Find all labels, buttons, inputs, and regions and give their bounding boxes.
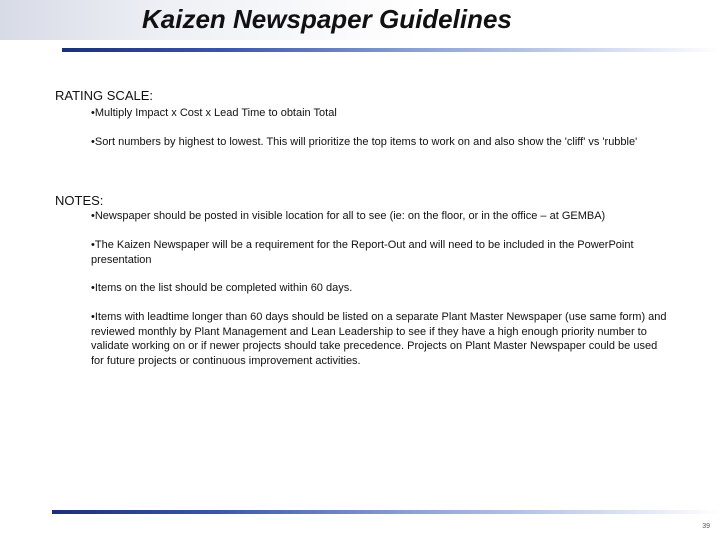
bottom-divider: [52, 510, 720, 514]
top-divider: [62, 48, 720, 52]
notes-bullet-completion: •Items on the list should be completed within 60 days.: [91, 282, 353, 294]
notes-bullet-report-out: •The Kaizen Newspaper will be a requirement for the Report-Out and will need to be included in the PowerPoint presentation: [91, 239, 634, 266]
rating-bullet-multiply: •Multiply Impact x Cost x Lead Time to obtain Total: [91, 107, 337, 119]
notes-bullet-leadtime: •Items with leadtime longer than 60 days should be listed on a separate Plant Master Newspaper (use same form) and reviewed monthly by Plant Management and Lean Leadership to see if they have a high enough priority number to validate working on or if newer projects should take precedence. Projects on Plant Master Newspaper could be used for future projects or continuous improvement activities.: [91, 311, 667, 367]
notes-bullet-posting: •Newspaper should be posted in visible location for all to see (ie: on the floor, or in the office – at GEMBA): [91, 210, 606, 222]
page-number: 39: [702, 523, 710, 530]
rating-bullet-sort: •Sort numbers by highest to lowest. This will prioritize the top items to work on and also show the 'cliff' vs 'rubble': [91, 136, 638, 148]
slide-title: Kaizen Newspaper Guidelines: [142, 4, 512, 34]
notes-heading: NOTES:: [55, 193, 104, 208]
rating-scale-heading: RATING SCALE:: [55, 88, 154, 103]
